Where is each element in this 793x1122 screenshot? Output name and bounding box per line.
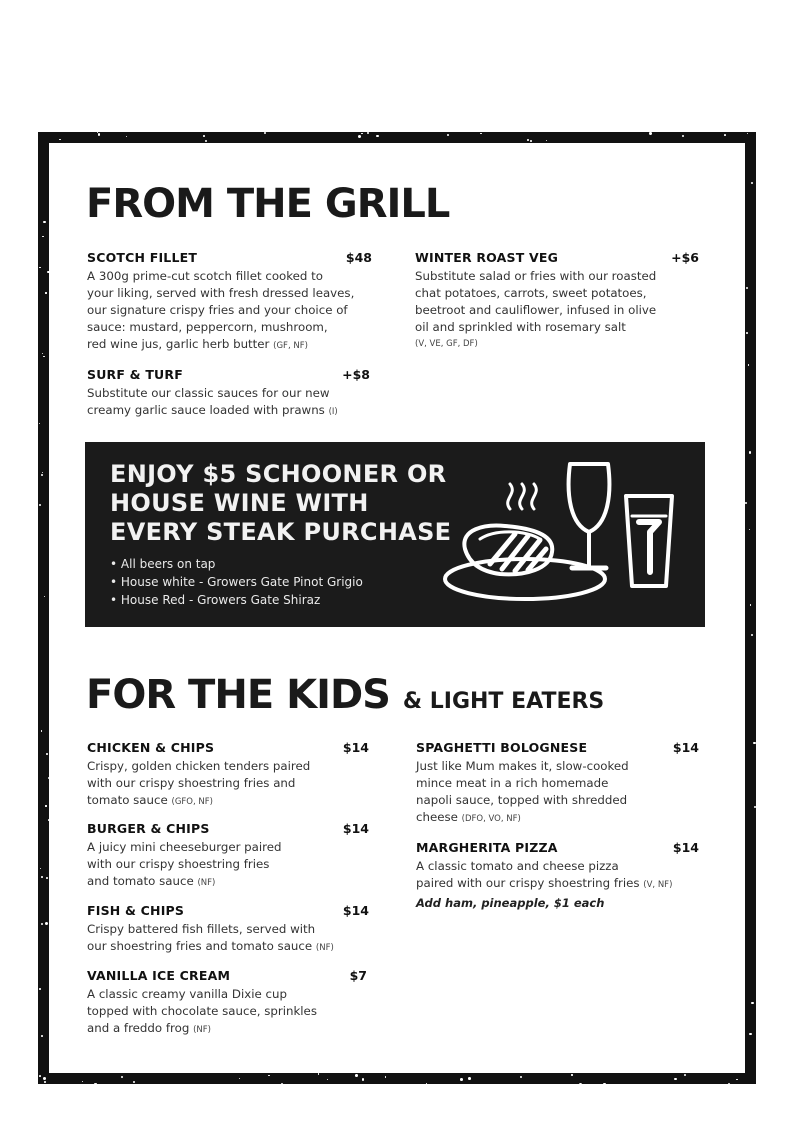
border-texture-speck	[530, 140, 532, 142]
dietary-tags: (GF, NF)	[273, 341, 308, 351]
item-description: A classic creamy vanilla Dixie cup topped with chocolate sauce, sprinkles and a freddo frog (NF)	[87, 987, 317, 1035]
border-texture-speck	[749, 1033, 752, 1036]
border-texture-speck	[45, 805, 46, 806]
grill-heading: FROM THE GRILL	[86, 181, 450, 227]
menu-item-margherita-pizza	[416, 840, 699, 910]
border-texture-speck	[126, 136, 127, 137]
promo-bullet: • All beers on tap	[110, 555, 363, 573]
border-texture-speck	[39, 988, 41, 990]
promo-bullets	[110, 555, 363, 609]
border-texture-speck	[43, 356, 44, 357]
border-texture-speck	[39, 1075, 41, 1077]
border-texture-speck	[239, 1078, 240, 1079]
border-texture-speck	[546, 140, 547, 141]
border-texture-speck	[447, 134, 449, 136]
border-texture-speck	[82, 1081, 83, 1082]
border-texture-speck	[95, 1083, 97, 1085]
promo-bullet: • House Red - Growers Gate Shiraz	[110, 591, 363, 609]
dietary-tags: (V, VE, GF, DF)	[415, 339, 478, 349]
border-texture-speck	[43, 221, 45, 223]
border-texture-speck	[41, 730, 43, 732]
border-texture-speck	[40, 868, 42, 870]
border-texture-speck	[358, 135, 361, 138]
border-texture-speck	[746, 332, 748, 334]
border-texture-speck	[728, 1083, 730, 1085]
border-texture-speck	[59, 139, 61, 141]
border-texture-speck	[751, 182, 753, 184]
border-texture-speck	[603, 1083, 605, 1085]
dietary-tags: (I)	[328, 407, 338, 417]
border-texture-speck	[373, 143, 375, 145]
border-texture-speck	[751, 634, 753, 636]
border-texture-speck	[571, 1074, 572, 1075]
item-description: Substitute salad or fries with our roasted chat potatoes, carrots, sweet potatoes, beetroot and cauliflower, infused in olive oil and sprinkled with rosemary salt (V, VE, GF, DF)	[415, 268, 699, 353]
menu-item-vanilla-ice-cream	[87, 968, 367, 1039]
dietary-tags: (NF)	[315, 943, 334, 953]
border-texture-speck	[41, 876, 43, 878]
border-texture-speck	[318, 1073, 319, 1074]
item-price: +$6	[671, 250, 699, 265]
border-texture-speck	[682, 135, 685, 138]
border-texture-speck	[684, 1074, 686, 1076]
item-name: MARGHERITA PIZZA	[416, 840, 558, 855]
border-texture-speck	[42, 236, 43, 237]
border-texture-speck	[754, 806, 756, 808]
promo-bullet: • House white - Growers Gate Pinot Grigio	[110, 573, 363, 591]
border-texture-speck	[426, 1083, 428, 1085]
item-description: Crispy, golden chicken tenders paired with our crispy shoestring fries and tomato sauce (GFO, NF)	[87, 759, 311, 807]
item-description: A classic tomato and cheese pizza paired with our crispy shoestring fries (V, NF)	[416, 859, 673, 890]
item-price: +$8	[342, 367, 370, 382]
border-texture-speck	[46, 877, 48, 879]
border-texture-speck	[43, 1077, 46, 1080]
border-texture-speck	[48, 819, 50, 821]
border-texture-speck	[361, 133, 362, 134]
border-texture-speck	[41, 474, 43, 476]
item-description: Crispy battered fish fillets, served with our shoestring fries and tomato sauce (NF)	[87, 922, 334, 953]
border-texture-speck	[39, 504, 41, 506]
item-description: Substitute our classic sauces for our new creamy garlic sauce loaded with prawns (I)	[87, 386, 338, 417]
border-texture-speck	[45, 292, 46, 293]
border-texture-speck	[750, 604, 752, 606]
dietary-tags: (V, NF)	[643, 880, 673, 890]
kids-heading: FOR THE KIDS & LIGHT EATERS	[86, 672, 605, 718]
border-texture-speck	[468, 1077, 471, 1080]
border-texture-speck	[745, 502, 747, 504]
border-texture-speck	[747, 133, 748, 134]
border-texture-speck	[746, 287, 748, 289]
border-texture-speck	[751, 1002, 754, 1005]
border-texture-speck	[527, 139, 529, 141]
border-texture-speck	[264, 132, 266, 134]
item-name: BURGER & CHIPS	[87, 821, 210, 836]
border-texture-speck	[41, 1035, 43, 1037]
border-texture-speck	[460, 1078, 463, 1081]
border-texture-speck	[749, 451, 751, 453]
border-texture-speck	[45, 922, 48, 925]
border-texture-speck	[39, 267, 41, 269]
border-texture-speck	[98, 133, 101, 136]
border-texture-speck	[748, 364, 750, 366]
item-name: CHICKEN & CHIPS	[87, 740, 215, 755]
item-price: $14	[342, 740, 369, 755]
border-texture-speck	[327, 1079, 329, 1081]
border-texture-speck	[460, 143, 462, 145]
border-texture-speck	[520, 1076, 522, 1078]
steak-wine-beer-icon	[440, 454, 695, 619]
border-texture-speck	[367, 132, 369, 134]
menu-item-spaghetti-bolognese	[416, 740, 699, 828]
dietary-tags: (NF)	[193, 1025, 211, 1035]
border-texture-speck	[674, 1078, 677, 1081]
menu-item-winter-roast-veg	[415, 250, 699, 353]
item-name: SURF & TURF	[87, 367, 183, 382]
item-name: WINTER ROAST VEG	[415, 250, 559, 265]
dietary-tags: (DFO, VO, NF)	[461, 814, 521, 824]
item-price: $14	[342, 903, 369, 918]
item-addon-note: Add ham, pineapple, $1 each	[416, 896, 605, 910]
dietary-tags: (GFO, NF)	[171, 797, 213, 807]
border-texture-speck	[724, 134, 726, 136]
steak-promo-banner	[85, 442, 705, 627]
item-price: $48	[345, 250, 372, 265]
item-name: SPAGHETTI BOLOGNESE	[416, 740, 588, 755]
item-name: VANILLA ICE CREAM	[87, 968, 231, 983]
menu-item-chicken-chips	[87, 740, 369, 811]
dietary-tags: (NF)	[197, 878, 216, 888]
border-texture-speck	[753, 742, 756, 745]
border-texture-speck	[42, 353, 44, 355]
border-texture-speck	[41, 923, 44, 926]
border-texture-speck	[46, 753, 48, 755]
item-name: FISH & CHIPS	[87, 903, 185, 918]
item-price: $14	[672, 740, 699, 755]
menu-item-fish-chips	[87, 903, 369, 957]
border-texture-speck	[268, 1075, 270, 1077]
menu-item-burger-chips	[87, 821, 369, 892]
promo-title: ENJOY $5 SCHOONER OR HOUSE WINE WITH EVERY STEAK PURCHASE	[110, 460, 452, 546]
item-price: $14	[672, 840, 699, 855]
kids-heading-suffix: & LIGHT EATERS	[402, 689, 605, 714]
border-texture-speck	[355, 1074, 358, 1077]
item-description: Just like Mum makes it, slow-cooked mince meat in a rich homemade napoli sauce, topped with shredded cheese (DFO, VO, NF)	[416, 759, 629, 824]
border-texture-speck	[39, 423, 40, 424]
border-texture-speck	[362, 1078, 365, 1081]
item-description: A juicy mini cheeseburger paired with our crispy shoestring fries and tomato sauce (NF)	[87, 840, 282, 888]
border-texture-speck	[376, 135, 379, 138]
border-texture-speck	[121, 1076, 123, 1078]
border-texture-speck	[579, 1083, 582, 1086]
item-description: A 300g prime-cut scotch fillet cooked to your liking, served with fresh dressed leaves, our signature crispy fries and your choice of sauce: mustard, peppercorn, mushroom, red wine jus, garlic herb butter (GF, NF)	[87, 269, 355, 351]
border-texture-speck	[203, 135, 205, 137]
border-texture-speck	[385, 1076, 386, 1077]
item-price: $7	[349, 968, 367, 983]
border-texture-speck	[281, 1083, 283, 1085]
menu-item-surf-turf	[87, 367, 370, 421]
border-texture-speck	[133, 1081, 135, 1083]
border-texture-speck	[44, 596, 45, 597]
border-texture-speck	[736, 1079, 737, 1080]
menu-item-scotch-fillet	[87, 250, 372, 355]
border-texture-speck	[649, 132, 651, 134]
border-texture-speck	[480, 133, 482, 135]
border-texture-speck	[749, 529, 750, 530]
border-texture-speck	[654, 1084, 657, 1087]
border-texture-speck	[44, 1081, 46, 1083]
item-price: $14	[342, 821, 369, 836]
item-name: SCOTCH FILLET	[87, 250, 198, 265]
